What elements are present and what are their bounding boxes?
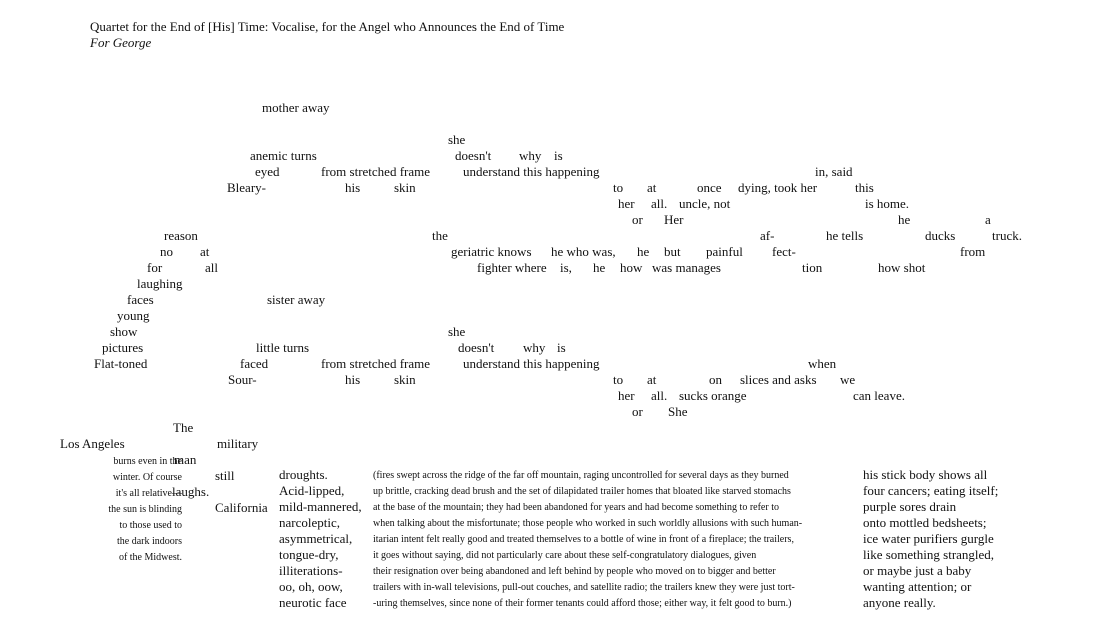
- adjective-line: tongue-dry,: [279, 547, 339, 562]
- poem-word: man: [174, 452, 197, 467]
- poem-word: no: [160, 244, 173, 259]
- poem-word: a: [985, 212, 991, 227]
- poem-word: doesn't: [455, 148, 492, 163]
- stanza-line: onto mottled bedsheets;: [863, 515, 987, 530]
- adjectives-column: [279, 467, 362, 611]
- stanza-line: purple sores drain: [863, 499, 957, 514]
- poem-word: is: [557, 340, 566, 355]
- poem-word: ducks: [925, 228, 956, 243]
- poem-word: uncle, not: [679, 196, 731, 211]
- poem-word: the: [432, 228, 448, 243]
- poem-dedication: For George: [90, 35, 152, 50]
- parenthetical-line: (fires swept across the ridge of the far off mountain, raging uncontrolled for several days as they burned: [373, 470, 789, 481]
- poem-word: dying, took her: [738, 180, 818, 195]
- stanza-line: to those used to: [119, 520, 182, 531]
- poem-word: he: [898, 212, 911, 227]
- stanza-line: of the Midwest.: [118, 552, 182, 563]
- poem-word: all.: [651, 388, 668, 403]
- poem-word: or: [632, 404, 643, 419]
- poem-word: laughs.: [172, 484, 210, 499]
- parenthetical-line: up brittle, cracking dead brush and the set of dilapidated trailer homes that bloated like starved stomachs: [373, 486, 791, 497]
- poem-word: fect-: [772, 244, 796, 259]
- adjective-line: Acid-lipped,: [279, 483, 345, 498]
- parenthetical-line: at the base of the mountain; they had been abandoned for years and had become something to refer to: [373, 502, 779, 513]
- poem-word: sister away: [267, 292, 326, 307]
- los-angeles-stanza: [108, 454, 182, 566]
- poem-word: skin: [394, 372, 416, 387]
- poem-word: geriatric knows: [451, 244, 532, 259]
- poem-word: from stretched frame: [321, 164, 431, 179]
- stanza-line: it's all relative—: [115, 488, 182, 499]
- poem-word: understand this happening: [463, 164, 600, 179]
- stanza-line: the sun is blinding: [108, 504, 182, 515]
- poem-word: on: [709, 372, 722, 387]
- adjective-line: droughts.: [279, 467, 328, 482]
- adjective-line: mild-mannered,: [279, 499, 362, 514]
- poem-word: she: [448, 132, 466, 147]
- poem-word: or: [632, 212, 643, 227]
- poem-word: She: [668, 404, 688, 419]
- adjective-line: illiterations-: [279, 563, 343, 578]
- poem-word: doesn't: [458, 340, 495, 355]
- poem-word: Flat-toned: [94, 356, 148, 371]
- adjective-line: neurotic face: [279, 595, 347, 610]
- poem-word: her: [618, 196, 635, 211]
- poem-word: for: [147, 260, 163, 275]
- poem-word: once: [697, 180, 722, 195]
- poem-word: to: [613, 372, 624, 387]
- poem-word: at: [200, 244, 210, 259]
- stanza-line: the dark indoors: [117, 536, 182, 547]
- poem-word: why: [519, 148, 542, 163]
- poem-word: mother away: [262, 100, 330, 115]
- stanza-line: or maybe just a baby: [863, 563, 972, 578]
- poem-word: was manages: [652, 260, 721, 275]
- stick-body-stanza: [863, 467, 998, 611]
- parenthetical-line: -uring themselves, since none of their former tenants could afford those; either way, it felt good to burn.): [373, 598, 792, 609]
- adjective-line: narcoleptic,: [279, 515, 340, 530]
- poem-word: at: [647, 180, 657, 195]
- poem-word: Los Angeles: [60, 436, 125, 451]
- poem-word: fighter where: [477, 260, 547, 275]
- poem-word: is home.: [865, 196, 910, 211]
- poem-word: he who was,: [551, 244, 616, 259]
- poem-word: truck.: [992, 228, 1022, 243]
- adjective-line: oo, oh, oow,: [279, 579, 343, 594]
- poem-word: his: [345, 372, 361, 387]
- poem-word: eyed: [255, 164, 280, 179]
- poem-word: slices and asks: [740, 372, 817, 387]
- parenthetical-line: itarian intent felt really good and treated themselves to a bottle of wine in front of a fireplace; the trailers,: [373, 534, 794, 545]
- poem-word: this: [855, 180, 874, 195]
- poem-word: sucks orange: [679, 388, 747, 403]
- poem-word: how: [620, 260, 643, 275]
- stanza-line: anyone really.: [863, 595, 936, 610]
- stanza-line: ice water purifiers gurgle: [863, 531, 994, 546]
- poem-word: from stretched frame: [321, 356, 431, 371]
- poem-word: we: [840, 372, 856, 387]
- poem-word: she: [448, 324, 466, 339]
- poem-word: his: [345, 180, 361, 195]
- poem-word: Bleary-: [227, 180, 266, 195]
- poem-word: is,: [560, 260, 572, 275]
- poem-word: why: [523, 340, 546, 355]
- parenthetical-line: it goes without saying, did not particularly care about these self-congratulatory dialogues, given: [373, 550, 757, 561]
- poem-word: painful: [706, 244, 743, 259]
- poem-word: can leave.: [853, 388, 905, 403]
- parenthetical-line: trailers with in-wall televisions, pull-out couches, and satellite radio; the trailers knew they were just tort-: [373, 582, 795, 593]
- poem-word: all: [205, 260, 218, 275]
- poem-word: The: [173, 420, 194, 435]
- poem-word: skin: [394, 180, 416, 195]
- poem-word: from: [960, 244, 986, 259]
- poem-word: how shot: [878, 260, 926, 275]
- poem-word: pictures: [102, 340, 144, 355]
- poem-word: young: [117, 308, 150, 323]
- poem-word: but: [664, 244, 681, 259]
- poem-word: understand this happening: [463, 356, 600, 371]
- poem-word: to: [613, 180, 624, 195]
- stanza-line: winter. Of course: [112, 472, 182, 483]
- poem-word: little turns: [256, 340, 310, 355]
- poem-word: is: [554, 148, 563, 163]
- poem-word: faced: [240, 356, 269, 371]
- poem-word: laughing: [137, 276, 183, 291]
- poem-word: show: [110, 324, 138, 339]
- parenthetical-line: when talking about the misfortunate; those people who worked in such worldly allusions with such human-: [373, 518, 803, 529]
- poem-word: he: [593, 260, 606, 275]
- poem-word: he: [637, 244, 650, 259]
- stanza-line: like something strangled,: [863, 547, 995, 562]
- poem-word: anemic turns: [250, 148, 317, 163]
- poem-word: California: [215, 500, 268, 515]
- poem-word: still: [215, 468, 235, 483]
- adjective-line: asymmetrical,: [279, 531, 353, 546]
- poem-word: af-: [760, 228, 775, 243]
- stanza-line: wanting attention; or: [863, 579, 972, 594]
- stanza-line: burns even in the: [113, 456, 182, 467]
- poem-word: in, said: [815, 164, 853, 179]
- fires-parenthetical: [373, 468, 802, 612]
- parenthetical-line: their resignation over being abandoned and left behind by people who moved on to bigger and better: [373, 566, 776, 577]
- stanza-line: four cancers; eating itself;: [863, 483, 999, 498]
- poem-word: Sour-: [228, 372, 257, 387]
- poem-word: at: [647, 372, 657, 387]
- poem-word: all.: [651, 196, 668, 211]
- poem-word: her: [618, 388, 635, 403]
- poem-title: Quartet for the End of [His] Time: Vocalise, for the Angel who Announces the End of Time: [90, 19, 565, 34]
- stanza-line: his stick body shows all: [863, 467, 988, 482]
- poem-word: Her: [664, 212, 684, 227]
- poem-word: faces: [127, 292, 154, 307]
- poem-word: he tells: [826, 228, 864, 243]
- poem-word: military: [217, 436, 259, 451]
- poem-word: reason: [164, 228, 198, 243]
- poem-word: tion: [802, 260, 823, 275]
- poem-word: when: [808, 356, 837, 371]
